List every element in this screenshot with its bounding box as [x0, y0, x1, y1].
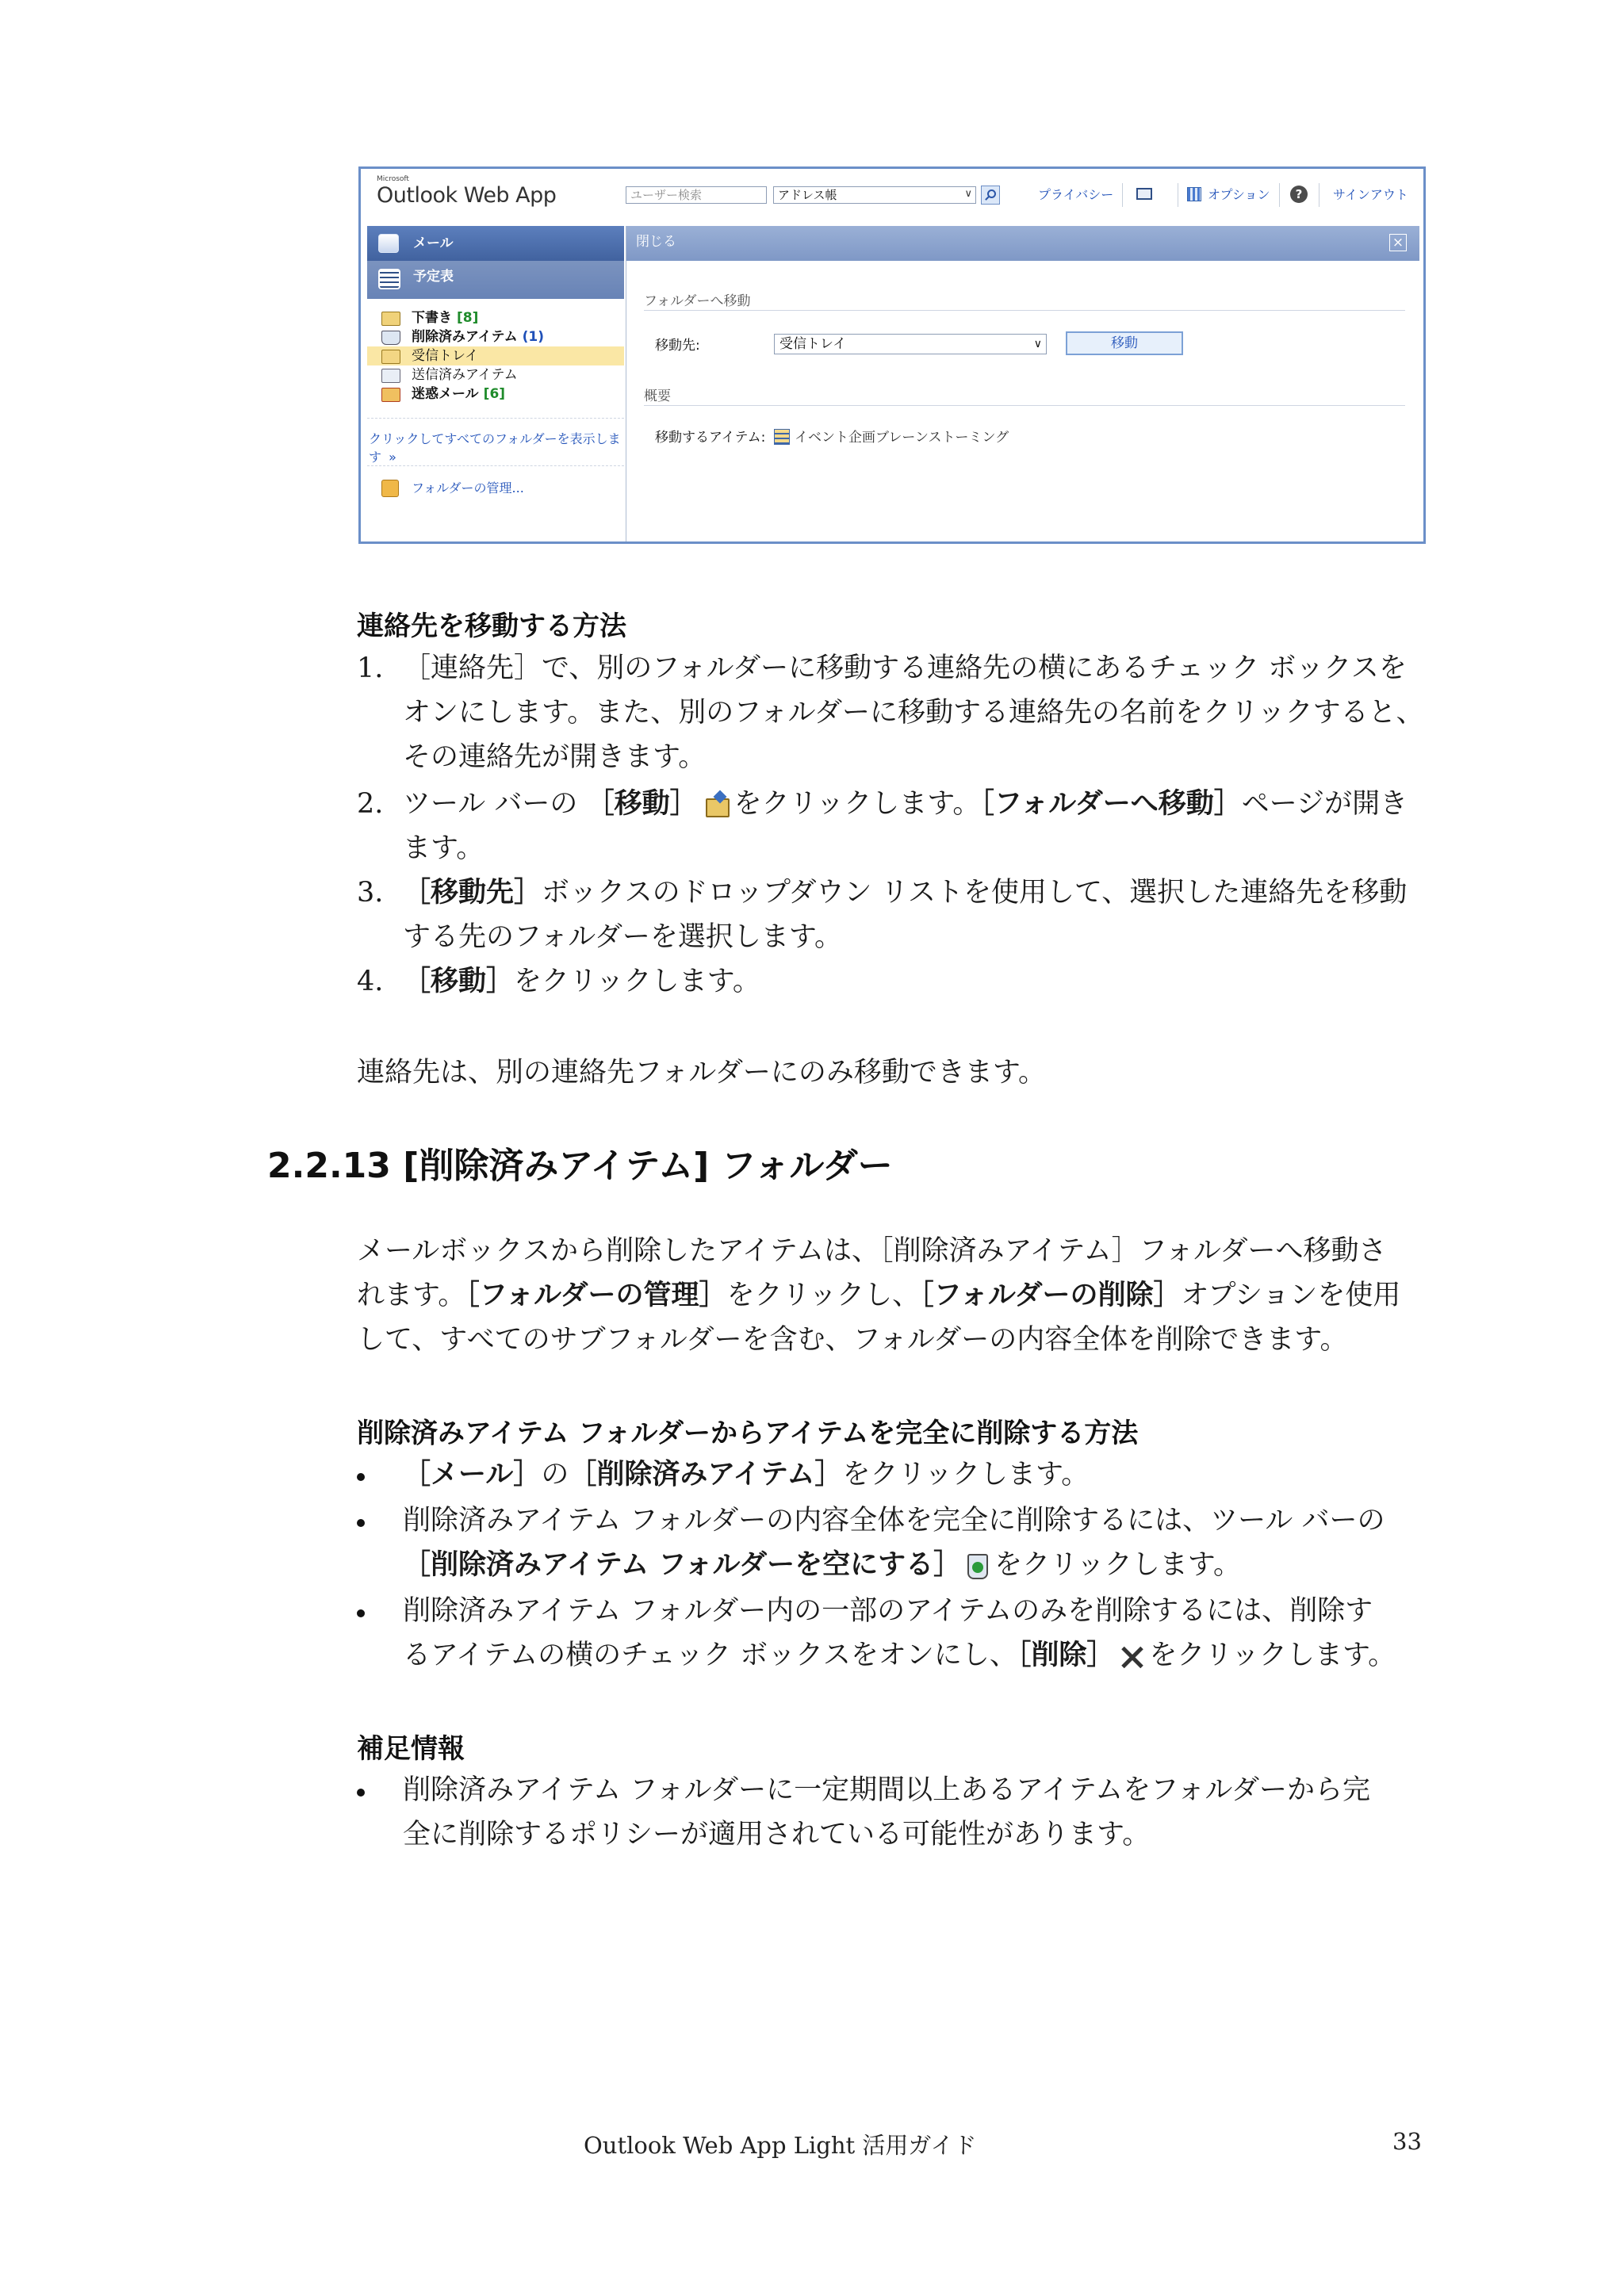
- step-text: ツール バーの: [403, 788, 578, 820]
- folder-label: 削除済みアイテム: [412, 329, 518, 345]
- step-number: 2.: [357, 788, 384, 820]
- chevron-down-icon: ∨: [1033, 338, 1042, 350]
- address-book-value: アドレス帳: [778, 188, 837, 202]
- nav-calendar-label: 予定表: [413, 269, 454, 285]
- folder-count: (1): [522, 329, 544, 345]
- bullet-line: [403, 1633, 1396, 1678]
- trash-icon: [381, 331, 400, 345]
- folder-drafts[interactable]: [367, 308, 624, 327]
- folder-sent-items[interactable]: [367, 365, 624, 385]
- sent-icon: [381, 369, 400, 383]
- bullet-text: るアイテムの横のチェック ボックスをオンにし、: [403, 1640, 1017, 1671]
- destination-label: 移動先:: [655, 338, 700, 354]
- options-icon[interactable]: [1187, 187, 1201, 201]
- junk-icon: [381, 388, 400, 402]
- ui-term: ［移動先］: [403, 877, 542, 909]
- folder-label: 受信トレイ: [412, 348, 479, 364]
- calendar-icon: [378, 269, 400, 289]
- double-chevron-icon: »: [389, 450, 396, 465]
- bullet: [357, 1473, 365, 1481]
- ui-term: ［移動］: [403, 966, 515, 997]
- paragraph-line: メールボックスから削除したアイテムは、［削除済みアイテム］フォルダーへ移動さ: [357, 1235, 1387, 1267]
- delete-icon: [1117, 1643, 1146, 1671]
- section-rule: [644, 405, 1405, 406]
- show-all-folders-label: クリックしてすべてのフォルダーを表示します: [369, 431, 621, 465]
- pane-grip[interactable]: ..........: [479, 297, 512, 306]
- options-link[interactable]: オプション: [1208, 187, 1270, 202]
- step-text: をクリックします。: [514, 966, 760, 997]
- folder-inbox[interactable]: [367, 346, 624, 365]
- section-rule: [644, 310, 1405, 311]
- help-icon[interactable]: ?: [1290, 186, 1308, 203]
- owa-screenshot: [358, 166, 1426, 544]
- move-section-title: フォルダーへ移動: [644, 293, 751, 309]
- signout-link[interactable]: サインアウト: [1333, 187, 1408, 202]
- ui-term: ［削除］: [1017, 1640, 1115, 1671]
- mail-icon: [378, 234, 399, 253]
- destination-value: 受信トレイ: [779, 336, 847, 352]
- contacts-move-heading: 連絡先を移動する方法: [357, 610, 626, 642]
- folder-label: 迷惑メール: [412, 386, 479, 402]
- calendar-item-icon: [774, 429, 790, 445]
- step-4-line: [403, 959, 760, 1004]
- folder-count: [8]: [457, 310, 479, 326]
- step-3-line: [403, 871, 1407, 915]
- step-1-line: ［連絡先］で、別のフォルダーに移動する連絡先の横にあるチェック ボックスを: [403, 652, 1407, 684]
- ui-term: ［削除済みアイテム］: [569, 1459, 843, 1490]
- bullet-line: 削除済みアイテム フォルダーの内容全体を完全に削除するには、ツール バーの: [403, 1505, 1385, 1536]
- ui-term: ［フォルダーへ移動］: [980, 788, 1242, 820]
- ui-term: ［移動］: [586, 788, 698, 820]
- toolbar-divider: [1279, 183, 1280, 207]
- bullet-line: 削除済みアイテム フォルダー内の一部のアイテムのみを削除するには、削除す: [403, 1595, 1373, 1627]
- section-heading: 2.2.13 [削除済みアイテム] フォルダー: [267, 1146, 893, 1186]
- toolbar-divider: [1122, 183, 1123, 207]
- divider: [367, 418, 624, 419]
- folder-label: 下書き: [412, 310, 452, 326]
- contacts-note: 連絡先は、別の連絡先フォルダーにのみ移動できます。: [357, 1057, 1047, 1089]
- paragraph-line: して、すべてのサブフォルダーを含む、フォルダーの内容全体を削除できます。: [357, 1324, 1348, 1356]
- step-number: 4.: [357, 966, 384, 997]
- step-text: をクリックします。: [733, 788, 981, 820]
- step-3-line: する先のフォルダーを選択します。: [403, 921, 843, 953]
- close-icon[interactable]: ×: [1389, 234, 1407, 251]
- nav-mail-label: メール: [413, 235, 454, 251]
- step-text: ボックスのドロップダウン リストを使用して、選択した連絡先を移動: [542, 877, 1408, 909]
- show-all-folders-link[interactable]: [369, 429, 624, 465]
- move-button[interactable]: 移動: [1066, 331, 1183, 355]
- step-text: ページが開き: [1241, 788, 1408, 820]
- footer-title: Outlook Web App Light 活用ガイド: [584, 2132, 977, 2159]
- supplement-heading: 補足情報: [357, 1733, 465, 1765]
- chevron-down-icon: ∨: [964, 188, 972, 200]
- bullet-text: をクリックします。: [994, 1549, 1241, 1581]
- item-to-move[interactable]: イベント企画ブレーンストーミング: [795, 430, 1009, 446]
- address-book-icon[interactable]: [1136, 188, 1152, 200]
- folder-junk-mail[interactable]: [367, 385, 624, 404]
- page-number: 33: [1392, 2128, 1422, 2155]
- nav-mail[interactable]: [367, 226, 624, 261]
- paragraph-line: [357, 1273, 1400, 1318]
- ui-term: ［メール］: [403, 1459, 542, 1490]
- destination-select[interactable]: [774, 334, 1047, 354]
- step-number: 3.: [357, 877, 384, 909]
- bullet-line: 削除済みアイテム フォルダーに一定期間以上あるアイテムをフォルダーから完: [403, 1774, 1371, 1806]
- bullet-text: をクリックします。: [842, 1459, 1090, 1490]
- summary-section-title: 概要: [644, 388, 671, 404]
- folder-count: [6]: [483, 386, 506, 402]
- paragraph-text: をクリックし、: [726, 1280, 921, 1311]
- bullet: [357, 1789, 365, 1797]
- ui-term: ［削除済みアイテム フォルダーを空にする］: [403, 1549, 962, 1581]
- divider: [367, 465, 624, 466]
- folder-deleted-items[interactable]: [367, 327, 624, 346]
- drafts-icon: [381, 312, 400, 326]
- step-1-line: その連絡先が開きます。: [403, 741, 707, 773]
- step-number: 1.: [357, 652, 384, 684]
- brand-small: Microsoft: [377, 175, 409, 183]
- bullet-text: の: [541, 1459, 569, 1490]
- manage-folders-link[interactable]: フォルダーの管理...: [412, 480, 524, 496]
- bullet-text: をクリックします。: [1149, 1640, 1396, 1671]
- navigation-pane: [367, 226, 624, 541]
- owa-logo: Outlook Web App: [377, 183, 557, 208]
- bullet: [357, 1519, 365, 1527]
- privacy-link[interactable]: プライバシー: [1038, 187, 1114, 202]
- empty-trash-icon: [964, 1551, 991, 1582]
- toolbar-divider: [1319, 183, 1320, 207]
- folder-label: 送信済みアイテム: [412, 367, 518, 383]
- items-label: 移動するアイテム:: [655, 430, 766, 446]
- user-search-input[interactable]: ユーザー検索: [626, 186, 767, 204]
- move-icon: [701, 790, 731, 821]
- ui-term: ［フォルダーの削除］: [920, 1280, 1182, 1311]
- step-1-line: オンにします。また、別のフォルダーに移動する連絡先の名前をクリックすると、: [403, 697, 1424, 729]
- search-icon[interactable]: [981, 186, 1000, 205]
- step-2-line: ます。: [403, 832, 485, 864]
- move-to-folder-pane: [626, 226, 1419, 541]
- paragraph-text: れます。: [357, 1280, 466, 1311]
- bullet: [357, 1609, 365, 1617]
- nav-calendar[interactable]: [367, 261, 624, 299]
- manage-folders-icon: [381, 480, 399, 497]
- address-book-select[interactable]: [773, 186, 976, 204]
- inbox-icon: [381, 350, 400, 364]
- bullet-line: [403, 1452, 1089, 1497]
- purge-heading: 削除済みアイテム フォルダーからアイテムを完全に削除する方法: [357, 1418, 1139, 1449]
- bullet-line: [403, 1543, 1241, 1587]
- bullet-line: 全に削除するポリシーが適用されている可能性があります。: [403, 1819, 1151, 1850]
- step-2-line: [403, 782, 1408, 826]
- paragraph-text: オプションを使用: [1181, 1280, 1401, 1311]
- close-link[interactable]: 閉じる: [626, 226, 1419, 261]
- ui-term: ［フォルダーの管理］: [465, 1280, 727, 1311]
